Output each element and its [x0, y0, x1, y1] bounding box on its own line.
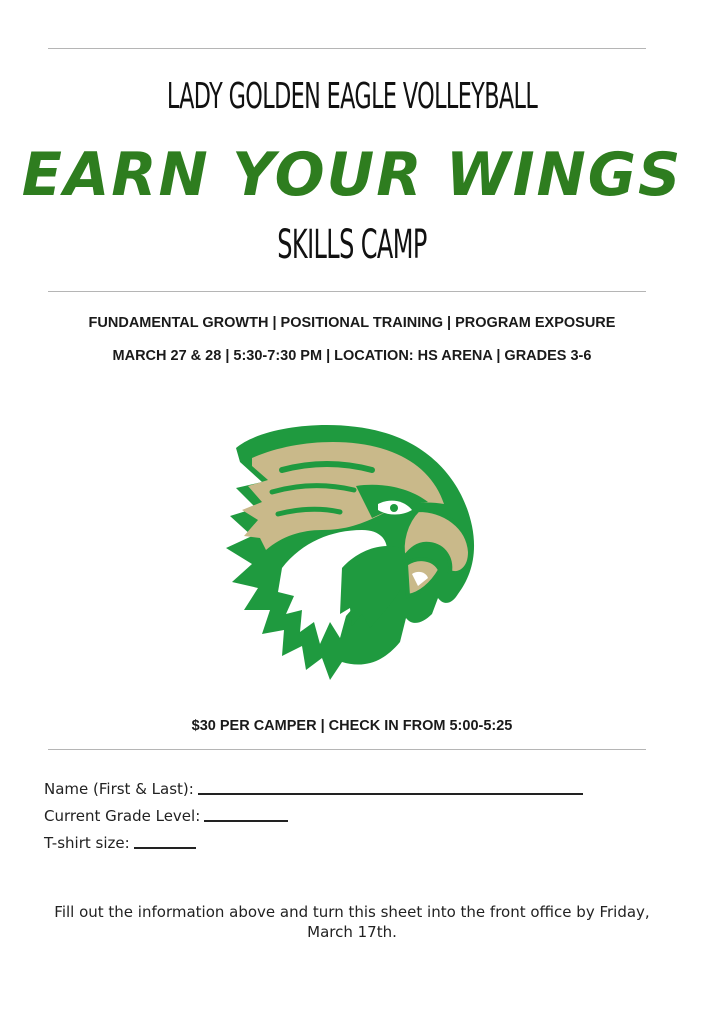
top-divider: [48, 48, 646, 49]
name-field-row: [44, 780, 583, 798]
header-divider: [48, 291, 646, 292]
camp-subtitle: SKILLS CAMP: [277, 222, 427, 268]
camp-cost-line: $30 PER CAMPER | CHECK IN FROM 5:00-5:25: [191, 718, 513, 734]
camp-schedule-line: MARCH 27 & 28 | 5:30-7:30 PM | LOCATION: HS ARENA | GRADES 3-6: [112, 348, 592, 364]
grade-blank-line[interactable]: [204, 820, 288, 822]
grade-field-label: Current Grade Level:: [44, 807, 201, 825]
submission-instructions: Fill out the information above and turn this sheet into the front office by Friday, March 17th.: [54, 903, 650, 941]
name-field-label: Name (First & Last):: [44, 780, 194, 798]
shirt-blank-line[interactable]: [134, 847, 196, 849]
shirt-field-label: T-shirt size:: [44, 834, 130, 852]
name-blank-line[interactable]: [198, 793, 583, 795]
eagle-mascot-logo-icon: [222, 418, 484, 680]
form-divider: [48, 749, 646, 750]
grade-field-row: [44, 807, 288, 825]
program-name: LADY GOLDEN EAGLE VOLLEYBALL: [166, 76, 538, 117]
camp-focus-line: FUNDAMENTAL GROWTH | POSITIONAL TRAINING | PROGRAM EXPOSURE: [88, 315, 616, 331]
camp-title: EARN YOUR WINGS: [21, 140, 683, 210]
shirt-field-row: [44, 834, 196, 852]
